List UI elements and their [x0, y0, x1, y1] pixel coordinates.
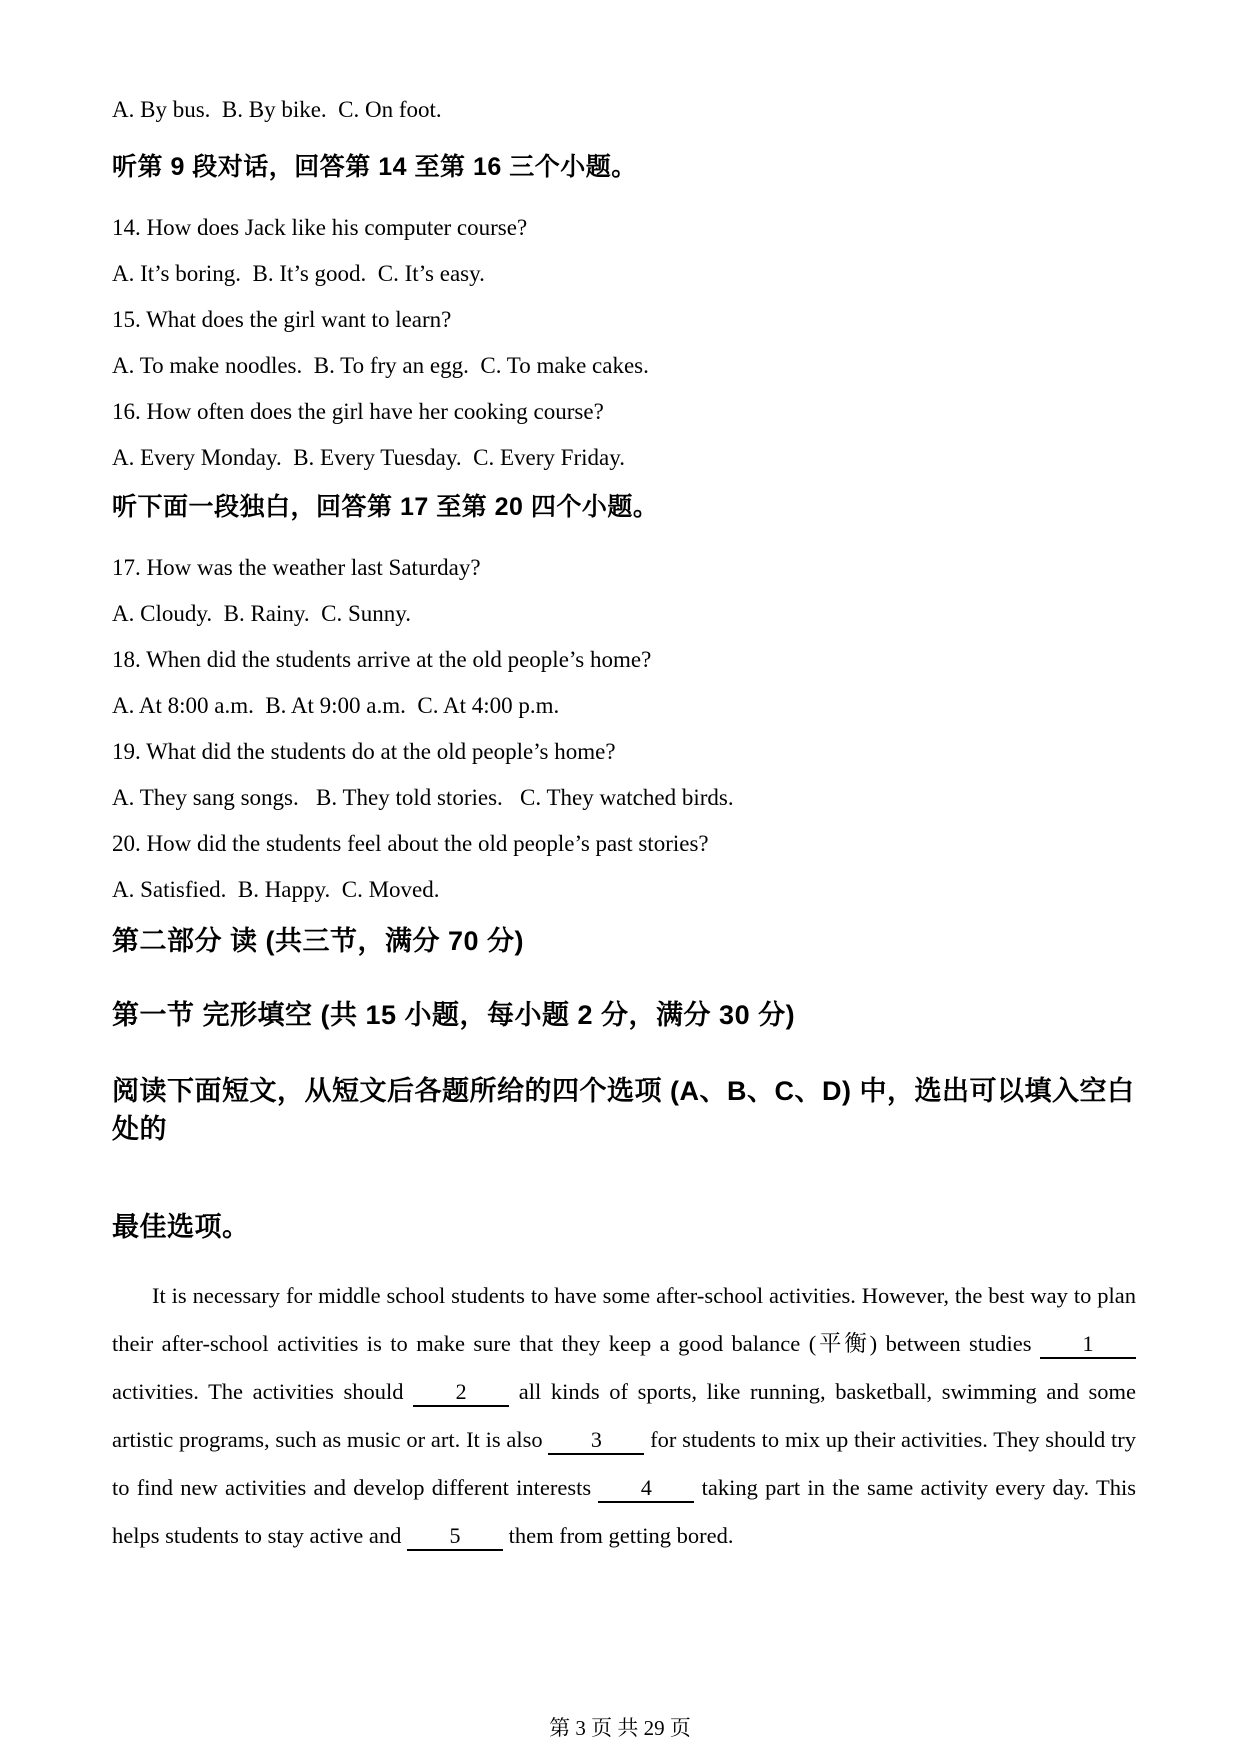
- question-19: 19. What did the students do at the old people’s home?: [112, 739, 616, 764]
- page-content: [112, 96, 1136, 1560]
- cloze-blank-4: 4: [598, 1475, 694, 1503]
- question-14: 14. How does Jack like his computer course?: [112, 215, 528, 240]
- question-18: 18. When did the students arrive at the old people’s home?: [112, 647, 652, 672]
- cloze-instruction-line1: 阅读下面短文，从短文后各题所给的四个选项 (A、B、C、D) 中，选出可以填入空白处的: [112, 1076, 1135, 1144]
- question-13-options: A. By bus. B. By bike. C. On foot.: [112, 97, 442, 122]
- part-two-heading: 第二部分 读 (共三节，满分 70 分): [112, 926, 525, 956]
- question-16: 16. How often does the girl have her cooking course?: [112, 399, 604, 424]
- cloze-blank-3: 3: [548, 1427, 644, 1455]
- question-17: 17. How was the weather last Saturday?: [112, 555, 481, 580]
- section-one-heading: 第一节 完形填空 (共 15 小题，每小题 2 分，满分 30 分): [112, 1000, 796, 1030]
- monologue-heading: 听下面一段独白，回答第 17 至第 20 四个小题。: [112, 493, 659, 521]
- question-19-options: A. They sang songs. B. They told stories. C. They watched birds.: [112, 785, 734, 810]
- cloze-passage: It is necessary for middle school students to have some after-school activities. However, the best way to plan their after-school activities is to make sure that they keep a good balance (平衡) between studies 1 activities. The activities should 2 all kinds of sports, like running, basketball, swimming and some artistic programs, such as music or art. It is also 3 for students to mix up their activities. They should try to find new activities and develop different interests 4 taking part in the same activity every day. This helps students to stay active and 5 them from getting bored.: [112, 1272, 1136, 1560]
- question-20: 20. How did the students feel about the old people’s past stories?: [112, 831, 709, 856]
- cloze-blank-2: 2: [413, 1379, 509, 1407]
- cloze-instruction-line2: 最佳选项。: [112, 1212, 250, 1242]
- cloze-blank-5: 5: [407, 1523, 503, 1551]
- question-15: 15. What does the girl want to learn?: [112, 307, 452, 332]
- question-18-options: A. At 8:00 a.m. B. At 9:00 a.m. C. At 4:00 p.m.: [112, 693, 560, 718]
- question-20-options: A. Satisfied. B. Happy. C. Moved.: [112, 877, 440, 902]
- question-17-options: A. Cloudy. B. Rainy. C. Sunny.: [112, 601, 412, 626]
- page-number: 第 3 页 共 29 页: [549, 1716, 691, 1740]
- dialogue9-heading: 听第 9 段对话，回答第 14 至第 16 三个小题。: [112, 153, 637, 181]
- question-14-options: A. It’s boring. B. It’s good. C. It’s easy.: [112, 261, 485, 286]
- question-15-options: A. To make noodles. B. To fry an egg. C. To make cakes.: [112, 353, 649, 378]
- cloze-blank-1: 1: [1040, 1331, 1136, 1359]
- question-16-options: A. Every Monday. B. Every Tuesday. C. Every Friday.: [112, 445, 625, 470]
